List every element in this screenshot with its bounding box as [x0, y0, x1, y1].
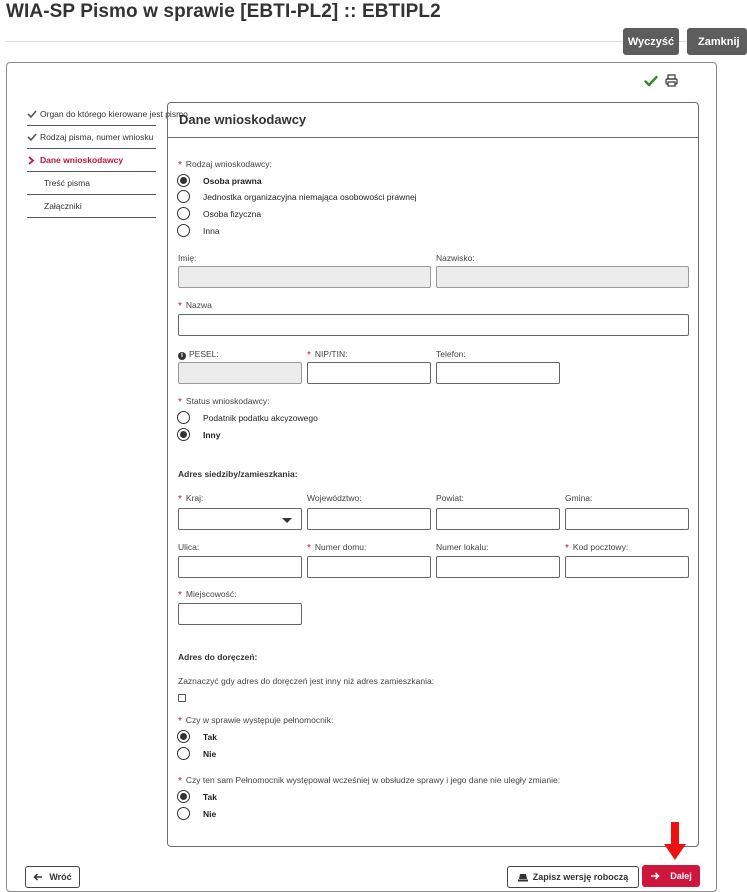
required-marker: *: [307, 543, 311, 554]
apartment-number-input[interactable]: [436, 556, 560, 578]
required-marker: *: [178, 776, 182, 787]
commune-label: Gmina:: [565, 493, 593, 503]
postal-code-label: * Kod pocztowy:: [565, 542, 629, 554]
radio-button[interactable]: [177, 790, 190, 803]
house-number-input[interactable]: [307, 556, 431, 578]
close-button[interactable]: Zamknij: [687, 28, 747, 55]
nip-input[interactable]: [307, 362, 431, 384]
arrow-right-icon: [650, 872, 660, 880]
city-label: * Miejscowość:: [178, 589, 237, 601]
phone-label: Telefon:: [436, 349, 466, 359]
step-done-check-icon: [27, 110, 37, 118]
sidebar-item-attachments[interactable]: [27, 195, 156, 218]
city-input[interactable]: [178, 603, 302, 625]
arrow-left-icon: [33, 873, 43, 881]
sidebar-item-letter-content[interactable]: [27, 172, 156, 195]
voivodeship-input[interactable]: [307, 508, 431, 530]
radio-same-proxy-yes[interactable]: Tak: [177, 790, 217, 803]
sidebar-item-label: Treść pisma: [44, 178, 90, 188]
radio-organizational-unit[interactable]: Jednostka organizacyjna niemająca osobowości prawnej: [177, 190, 417, 203]
radio-button[interactable]: [177, 190, 190, 203]
sidebar-item-organ[interactable]: [27, 103, 188, 126]
radio-proxy-yes[interactable]: Tak: [177, 730, 217, 743]
clear-button[interactable]: Wyczyść: [623, 28, 679, 55]
required-marker: *: [178, 301, 182, 312]
pesel-label: i PESEL:: [178, 349, 219, 360]
sidebar-item-label: Rodzaj pisma, numer wniosku: [40, 132, 154, 142]
sidebar-item-applicant-data[interactable]: [27, 149, 156, 172]
district-label: Powiat:: [436, 493, 464, 503]
applicant-status-label: * Status wnioskodawcy:: [178, 396, 270, 408]
address-heading: Adres siedziby/zamieszkania:: [178, 469, 298, 479]
required-marker: *: [178, 716, 182, 727]
pesel-input[interactable]: [178, 362, 302, 384]
phone-input[interactable]: [436, 362, 560, 384]
street-input[interactable]: [178, 556, 302, 578]
page-title: WIA-SP Pismo w sprawie [EBTI-PL2] :: EBTIPL2: [6, 1, 441, 22]
radio-same-proxy-no[interactable]: Nie: [177, 807, 216, 820]
commune-input[interactable]: [565, 508, 689, 530]
radio-button[interactable]: [177, 224, 190, 237]
radio-button[interactable]: [177, 428, 190, 441]
red-arrow-annotation-icon: [664, 822, 686, 862]
radio-button[interactable]: [177, 411, 190, 424]
nip-label: * NIP/TIN:: [307, 349, 348, 361]
required-marker: *: [565, 543, 569, 554]
delivery-checkbox-label: Zaznaczyć gdy adres do doręczeń jest inny niż adres zamieszkania:: [178, 676, 435, 686]
radio-button[interactable]: [177, 174, 190, 187]
last-name-input[interactable]: [436, 266, 689, 288]
street-label: Ulica:: [178, 542, 200, 552]
district-input[interactable]: [436, 508, 560, 530]
title-divider: [6, 41, 721, 42]
required-marker: *: [178, 494, 182, 505]
save-draft-icon: [518, 873, 528, 882]
delivery-address-checkbox[interactable]: [178, 694, 186, 702]
delivery-address-heading: Adres do doręczeń:: [178, 652, 258, 662]
sidebar-item-label: Załączniki: [44, 201, 82, 211]
back-button[interactable]: Wróć: [25, 866, 80, 888]
radio-natural-person[interactable]: Osoba fizyczna: [177, 207, 261, 220]
proxy-label: * Czy w sprawie występuje pełnomocnik:: [178, 715, 334, 727]
radio-button[interactable]: [177, 807, 190, 820]
name-label: * Nazwa: [178, 300, 212, 312]
apartment-number-label: Numer lokalu:: [436, 542, 489, 552]
radio-button[interactable]: [177, 747, 190, 760]
required-marker: *: [307, 350, 311, 361]
radio-status-other[interactable]: Inny: [177, 428, 220, 441]
print-icon[interactable]: [665, 74, 678, 87]
house-number-label: * Numer domu:: [307, 542, 367, 554]
company-name-input[interactable]: [178, 314, 689, 336]
next-button[interactable]: Dalej: [642, 865, 700, 887]
country-select[interactable]: [178, 508, 302, 530]
sidebar-item-label: Organ do którego kierowane jest pismo: [40, 109, 188, 119]
country-label: * Kraj:: [178, 493, 204, 505]
radio-legal-person[interactable]: Osoba prawna: [177, 174, 262, 187]
applicant-type-label: * Rodzaj wnioskodawcy:: [178, 159, 272, 171]
section-title: Dane wnioskodawcy: [179, 112, 307, 127]
step-done-check-icon: [27, 133, 37, 141]
radio-button[interactable]: [177, 207, 190, 220]
step-active-chevron-icon: [27, 156, 35, 165]
section-divider: [168, 137, 698, 138]
first-name-label: Imię:: [178, 253, 197, 263]
required-marker: *: [178, 397, 182, 408]
radio-excise-taxpayer[interactable]: Podatnik podatku akcyzowego: [177, 411, 318, 424]
chevron-down-icon: [282, 518, 292, 523]
required-marker: *: [178, 160, 182, 171]
required-marker: *: [178, 590, 182, 601]
sidebar-item-label: Dane wnioskodawcy: [40, 155, 124, 165]
radio-other[interactable]: Inna: [177, 224, 220, 237]
save-draft-button[interactable]: Zapisz wersję roboczą: [507, 866, 639, 888]
sidebar-item-letter-type[interactable]: [27, 126, 156, 149]
same-proxy-label: * Czy ten sam Pełnomocnik występował wcześniej w obsłudze sprawy i jego dane nie uległy zmianie:: [178, 775, 561, 787]
first-name-input[interactable]: [178, 266, 431, 288]
validate-check-icon[interactable]: [644, 74, 658, 88]
info-icon[interactable]: i: [178, 352, 186, 360]
voivodeship-label: Województwo:: [307, 493, 362, 503]
radio-proxy-no[interactable]: Nie: [177, 747, 216, 760]
radio-button[interactable]: [177, 730, 190, 743]
postal-code-input[interactable]: [565, 556, 689, 578]
last-name-label: Nazwisko:: [436, 253, 475, 263]
